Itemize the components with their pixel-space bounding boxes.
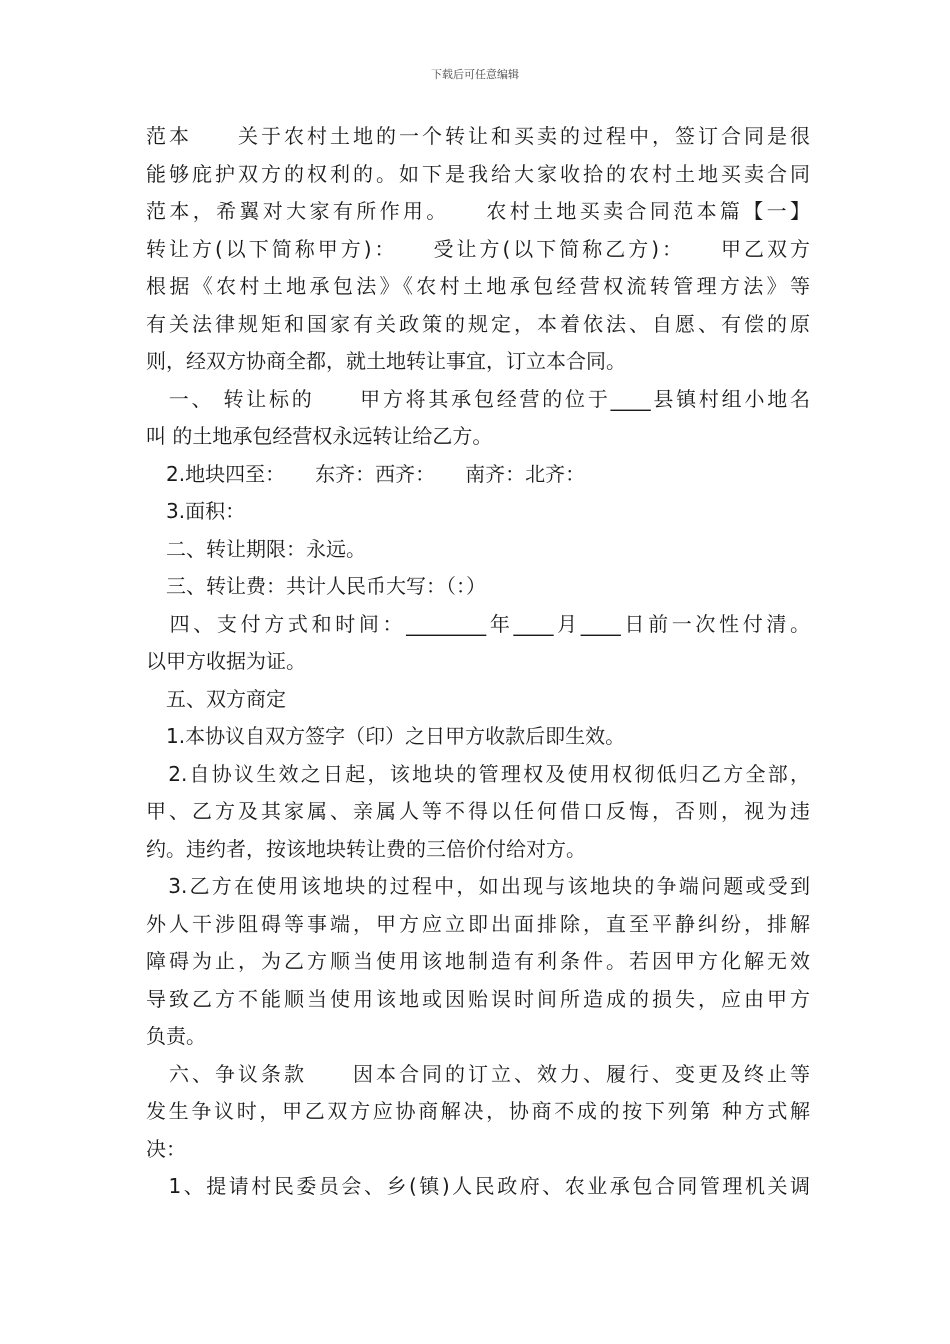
text-line: 外人干涉阻碍等事端，甲方应立即出面排除，直至平静纠纷，排解 <box>146 911 810 936</box>
page-header: 下载后可任意编辑 <box>431 68 519 81</box>
text-line: 负责。 <box>146 1024 206 1048</box>
text-line: 3.面积： <box>146 499 246 523</box>
text-line: 三、转让费：共计人民币大写：（：） <box>146 574 486 598</box>
text-line: 1、提请村民委员会、乡(镇)人民政府、农业承包合同管理机关调 <box>146 1174 810 1198</box>
text-line: 二、转让期限：永远。 <box>146 536 366 561</box>
text-line: 有关法律规矩和国家有关政策的规定，本着依法、自愿、有偿的原 <box>146 311 810 336</box>
text-line: 3.乙方在使用该地块的过程中，如出现与该地块的争端问题或受到 <box>146 874 810 898</box>
text-line: 转让方(以下简称甲方)： 受让方(以下简称乙方)： 甲乙双方 <box>146 236 810 261</box>
text-line: 1.本协议自双方签字（印）之日甲方收款后即生效。 <box>146 724 626 748</box>
text-line: 2.自协议生效之日起，该地块的管理权及使用权彻低归乙方全部， <box>146 761 810 786</box>
text-line: 四、支付方式和时间：________年____月____日前一次性付清。 <box>146 611 810 636</box>
text-line: 叫 的土地承包经营权永远转让给乙方。 <box>146 424 493 448</box>
text-line: 六、争议条款 因本合同的订立、效力、履行、变更及终止等 <box>146 1061 810 1086</box>
text-line: 甲、乙方及其家属、亲属人等不得以任何借口反悔，否则，视为违 <box>146 799 810 823</box>
text-line: 则，经双方协商全都，就土地转让事宜，订立本合同。 <box>146 349 626 373</box>
text-line: 发生争议时，甲乙双方应协商解决，协商不成的按下列第 种方式解 <box>146 1099 810 1123</box>
text-line: 范本 关于农村土地的一个转让和买卖的过程中，签订合同是很 <box>146 124 810 148</box>
text-line: 根据《农村土地承包法》《农村土地承包经营权流转管理方法》等 <box>146 274 810 298</box>
text-line: 约。违约者，按该地块转让费的三倍价付给对方。 <box>146 836 586 861</box>
text-line: 决： <box>146 1136 186 1161</box>
text-line: 能够庇护双方的权利的。如下是我给大家收拾的农村土地买卖合同 <box>146 161 810 186</box>
text-line: 一、 转让标的 甲方将其承包经营的位于____县镇村组小地名 <box>146 386 810 411</box>
text-line: 导致乙方不能顺当使用该地或因贻误时间所造成的损失，应由甲方 <box>146 986 810 1011</box>
text-line: 五、双方商定 <box>146 686 286 711</box>
text-line: 障碍为止，为乙方顺当使用该地制造有利条件。若因甲方化解无效 <box>146 949 810 973</box>
text-line: 以甲方收据为证。 <box>146 649 306 673</box>
text-line: 2.地块四至： 东齐：西齐： 南齐：北齐： <box>146 461 586 486</box>
text-line: 范本，希翼对大家有所作用。 农村土地买卖合同范本篇【一】 <box>146 199 810 223</box>
document-body <box>146 118 810 1206</box>
